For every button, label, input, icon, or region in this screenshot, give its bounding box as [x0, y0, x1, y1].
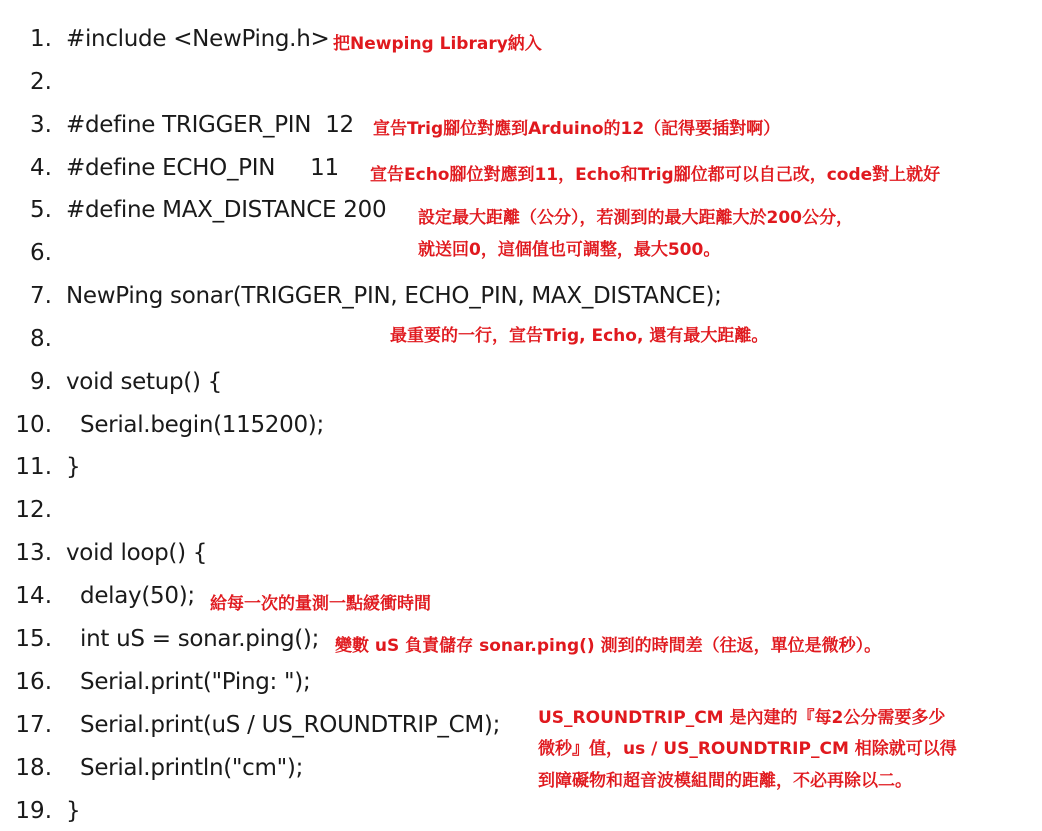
line-code: Serial.println("cm");	[66, 755, 304, 781]
code-line	[0, 190, 386, 230]
annotation-roundtrip-2: 微秒』值，us / US_ROUNDTRIP_CM 相除就可以得	[538, 739, 957, 759]
line-number: 15.	[15, 626, 52, 652]
code-line	[0, 276, 722, 316]
code-line	[0, 62, 66, 102]
annotation-echo-pin: 宣告Echo腳位對應到11，Echo和Trig腳位都可以自己改，code對上就好	[370, 165, 941, 185]
code-line	[0, 576, 195, 616]
line-code: }	[66, 798, 81, 824]
code-line	[0, 791, 80, 831]
line-number: 2.	[30, 69, 52, 95]
annotation-sonar-decl: 最重要的一行，宣告Trig, Echo, 還有最大距離。	[390, 326, 769, 346]
line-number: 18.	[15, 755, 52, 781]
line-code: Serial.print(uS / US_ROUNDTRIP_CM);	[66, 712, 501, 738]
annotation-roundtrip-3: 到障礙物和超音波模組間的距離，不必再除以二。	[538, 771, 912, 791]
line-number: 13.	[15, 540, 52, 566]
code-line	[0, 405, 324, 445]
line-code: void loop() {	[66, 540, 208, 566]
line-number: 5.	[30, 197, 52, 223]
code-line	[0, 533, 207, 573]
annotation-include: 把Newping Library納入	[333, 34, 542, 54]
line-number: 14.	[15, 583, 52, 609]
line-number: 12.	[15, 497, 52, 523]
line-code: #define MAX_DISTANCE 200	[66, 197, 387, 223]
line-code: #define TRIGGER_PIN 12	[66, 112, 354, 138]
annotation-roundtrip-1: US_ROUNDTRIP_CM 是內建的『每2公分需要多少	[538, 708, 946, 728]
line-number: 7.	[30, 283, 52, 309]
annotation-max-distance-1: 設定最大距離（公分），若測到的最大距離大於200公分，	[418, 208, 853, 228]
line-number: 8.	[30, 326, 52, 352]
line-code: void setup() {	[66, 369, 223, 395]
line-number: 11.	[15, 454, 52, 480]
annotation-trigger-pin: 宣告Trig腳位對應到Arduino的12（記得要插對啊）	[373, 119, 781, 139]
line-code: int uS = sonar.ping();	[66, 626, 320, 652]
annotation-delay: 給每一次的量測一點緩衝時間	[210, 594, 431, 614]
line-code: NewPing sonar(TRIGGER_PIN, ECHO_PIN, MAX_DISTANCE);	[66, 283, 722, 309]
line-number: 19.	[15, 798, 52, 824]
line-code: #define ECHO_PIN 11	[66, 155, 339, 181]
line-number: 17.	[15, 712, 52, 738]
code-line	[0, 490, 66, 530]
line-code: }	[66, 454, 81, 480]
code-line	[0, 619, 319, 659]
code-line	[0, 319, 66, 359]
line-number: 16.	[15, 669, 52, 695]
line-code: Serial.print("Ping: ");	[66, 669, 311, 695]
code-line	[0, 662, 310, 702]
line-number: 9.	[30, 369, 52, 395]
annotation-max-distance-2: 就送回0，這個值也可調整，最大500。	[418, 240, 721, 260]
code-line	[0, 19, 329, 59]
line-number: 4.	[30, 155, 52, 181]
code-line	[0, 705, 500, 745]
line-number: 10.	[15, 412, 52, 438]
code-line	[0, 233, 66, 273]
code-line	[0, 362, 222, 402]
code-line	[0, 105, 354, 145]
code-line	[0, 447, 80, 487]
code-line	[0, 748, 303, 788]
line-code: #include <NewPing.h>	[66, 26, 330, 52]
code-line	[0, 148, 339, 188]
line-code: Serial.begin(115200);	[66, 412, 324, 438]
line-number: 3.	[30, 112, 52, 138]
line-number: 6.	[30, 240, 52, 266]
annotation-ping: 變數 uS 負責儲存 sonar.ping() 測到的時間差（往返，單位是微秒）。	[335, 636, 882, 656]
line-number: 1.	[30, 26, 52, 52]
line-code: delay(50);	[66, 583, 195, 609]
